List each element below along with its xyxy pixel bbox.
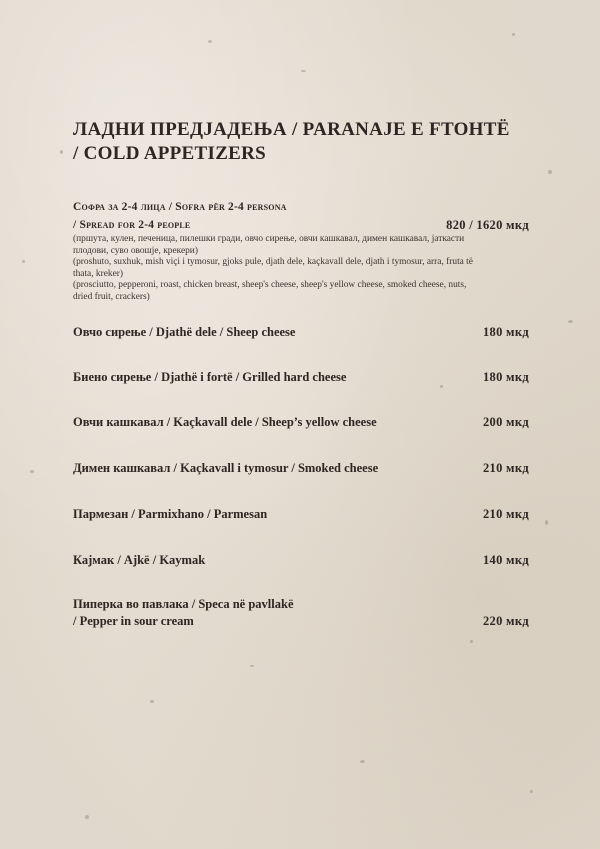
paper-speck: [360, 760, 365, 763]
menu-item-name: Биено сирење / Djathë i fortë / Grilled hard cheese: [73, 369, 347, 384]
menu-item-name: Кајмак / Ajkë / Kaymak: [73, 552, 206, 567]
menu-item-price: 140 мкд: [482, 552, 529, 567]
paper-speck: [545, 520, 548, 525]
spread-description-en: (prosciutto, pepperoni, roast, chicken breast, sheep's cheese, sheep's yellow cheese, smoked cheese, nuts, dried fruit, crackers): [73, 280, 467, 302]
section-heading: [73, 118, 533, 166]
menu-item-price: 210 мкд: [482, 460, 529, 475]
paper-speck: [548, 170, 552, 174]
menu-item-name-line-2: / Pepper in sour cream: [73, 613, 194, 628]
paper-speck: [512, 33, 515, 36]
spread-description-mk: (пршута, кулен, печеница, пилешки гради, овчо сирење, овчи кашкавал, димен кашкавал, јаткасти плодови, суво овошје, крекери): [73, 234, 465, 256]
paper-speck: [150, 700, 154, 703]
paper-speck: [85, 815, 89, 819]
spread-name-line-1: Софра за 2-4 лица / Sofra për 2-4 persona: [73, 201, 287, 213]
spread-description-al: (proshuto, suxhuk, mish viçi i tymosur, gjoks pule, djath dele, kaçkavall dele, djath i tymosur, arra, fruta të thata, kreker): [73, 257, 473, 279]
menu-item-name: Овчи кашкавал / Kaçkavall dele / Sheep’s yellow cheese: [73, 414, 377, 429]
menu-item-price: 180 мкд: [482, 369, 529, 384]
menu-item-price: 200 мкд: [482, 414, 529, 429]
menu-item: [73, 460, 533, 477]
paper-speck: [530, 790, 533, 793]
menu-page: [73, 118, 533, 630]
paper-speck: [470, 640, 473, 643]
paper-speck: [60, 150, 63, 154]
paper-speck: [22, 260, 25, 263]
menu-item-price: 210 мкд: [482, 506, 529, 521]
menu-item: [73, 414, 533, 431]
paper-speck: [250, 665, 254, 667]
spread-price: 820 / 1620 мкд: [446, 218, 529, 232]
menu-item-price: 220 мкд: [482, 613, 529, 628]
menu-item-price: 180 мкд: [482, 324, 529, 339]
paper-speck: [208, 40, 212, 43]
menu-item: [73, 552, 533, 569]
heading-line-2: / COLD APPETIZERS: [73, 143, 267, 164]
menu-item-spread: [73, 198, 533, 304]
menu-item-name: Овчо сирење / Djathë dele / Sheep cheese: [73, 324, 296, 339]
menu-item: [73, 369, 533, 386]
paper-speck: [301, 70, 306, 72]
menu-item: [73, 506, 533, 523]
paper-speck: [568, 320, 573, 323]
menu-item-name-line-1: Пиперка во павлака / Speca në pavllakë: [73, 596, 294, 611]
menu-item-name: Пармезан / Parmixhano / Parmesan: [73, 506, 268, 521]
paper-speck: [30, 470, 34, 473]
heading-line-1: ЛАДНИ ПРЕДЈАДЕЊА / PARANAJE E FTOHTË: [73, 119, 510, 140]
menu-item: [73, 324, 533, 341]
menu-item-name: Димен кашкавал / Kaçkavall i tymosur / Smoked cheese: [73, 460, 379, 475]
menu-item: [73, 596, 533, 630]
spread-name-line-2: / Spread for 2-4 people: [73, 219, 191, 231]
